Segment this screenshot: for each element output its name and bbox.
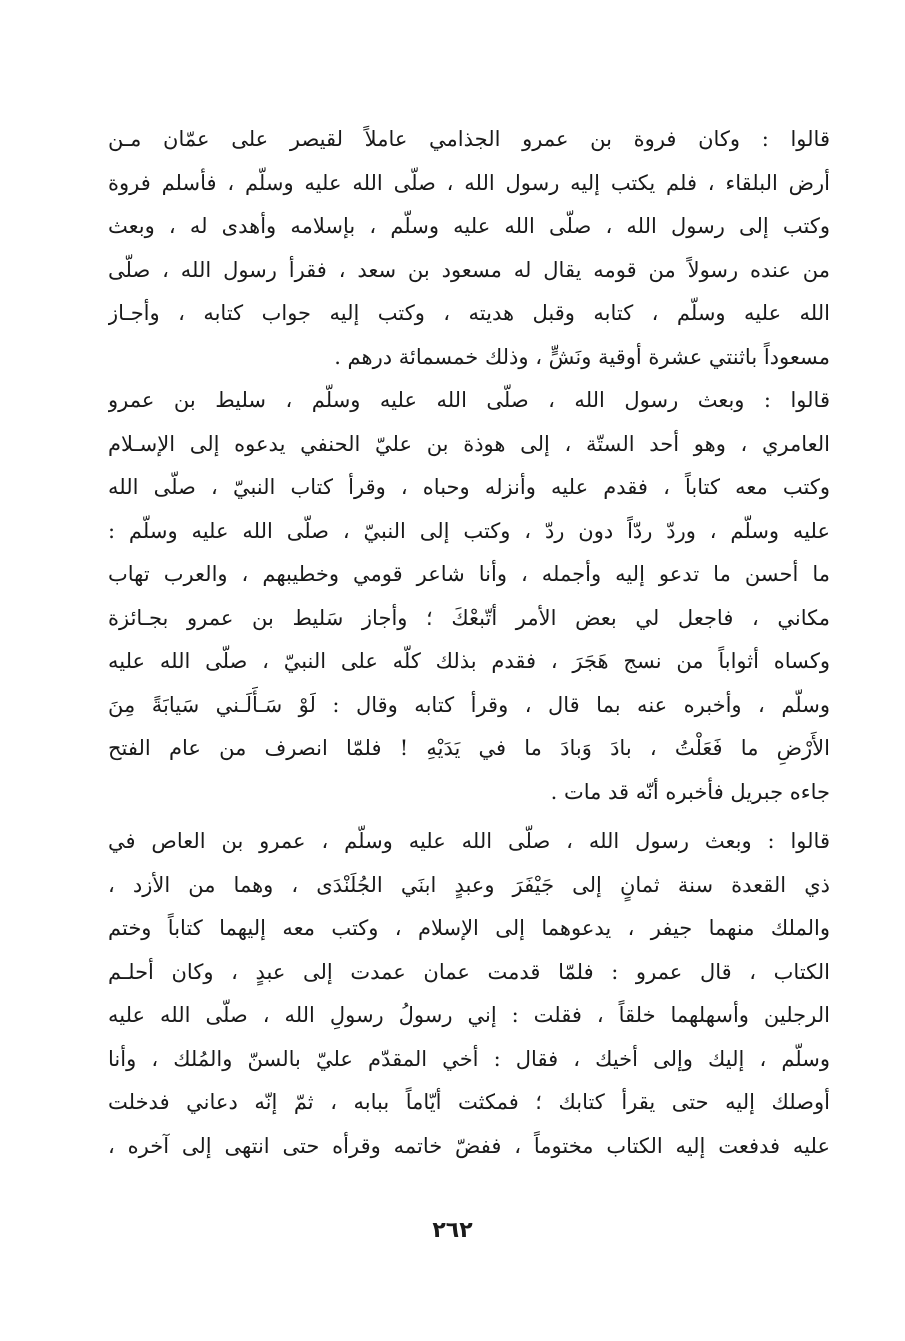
text-line: والملك منهما جيفر ، يدعوهما إلى الإسلام ، وكتب معه إليهما كتاباً وختم [108, 916, 830, 940]
paragraph-1 [108, 118, 830, 379]
text-line: الله عليه وسلّم ، كتابه وقبل هديته ، وكتب إليه جواب كتابه ، وأجـاز [108, 301, 830, 325]
text-line: وكتب معه كتاباً ، فقدم عليه وأنزله وحباه ، وقرأ كتاب النبيّ ، صلّى الله [108, 475, 830, 499]
text-line: وسلّم ، إليك وإلى أخيك ، فقال : أخي المقدّم عليّ بالسنّ والمُلك ، وأنا [108, 1046, 830, 1071]
text-line: قالوا : وكان فروة بن عمرو الجذامي عاملاً لقيصر على عمّان مـن [108, 127, 830, 151]
text-line: العامري ، وهو أحد الستّة ، إلى هوذة بن عليّ الحنفي يدعوه إلى الإسـلام [108, 431, 830, 456]
text-line: أوصلك إليه حتى يقرأ كتابك ؛ فمكثت أيّاماً ببابه ، ثمّ إنّه دعاني فدخلت [108, 1090, 830, 1114]
text-line: قالوا : وبعث رسول الله ، صلّى الله عليه وسلّم ، سليط بن عمرو [108, 388, 830, 412]
page-number: ٢٦٢ [432, 1218, 473, 1243]
text-line: قالوا : وبعث رسول الله ، صلّى الله عليه وسلّم ، عمرو بن العاص في [108, 829, 830, 853]
text-line: الأَرْضِ ما فَعَلْتُ ، بادَ وَبادَ ما في يَدَيْهِ ! فلمّا انصرف من عام الفتح [108, 736, 830, 760]
text-line: مكاني ، فاجعل لي بعض الأمر أتّبعْكَ ؛ وأجاز سَليط بن عمرو بجـائزة [108, 605, 830, 630]
text-line: الكتاب ، قال عمرو : فلمّا قدمت عمان عمدت إلى عبدٍ ، وكان أحلـم [108, 959, 830, 984]
text-line: الرجلين وأسهلهما خلقاً ، فقلت : إني رسولُ رسولِ الله ، صلّى الله عليه [108, 1003, 830, 1027]
text-line: مسعوداً باثنتي عشرة أوقية ونَشٍّ ، وذلك خمسمائة درهم . [334, 344, 830, 369]
paragraph-2 [108, 379, 830, 814]
text-line: ذي القعدة سنة ثمانٍ إلى جَيْفَرَ وعبدٍ ابنَي الجُلَنْدَى ، وهما من الأزد ، [108, 872, 830, 897]
text-line: وكتب إلى رسول الله ، صلّى الله عليه وسلّم ، بإسلامه وأهدى له ، وبعث [108, 214, 830, 238]
text-line: عليه فدفعت إليه الكتاب مختوماً ، ففضّ خاتمه وقرأه حتى انتهى إلى آخره ، [108, 1133, 830, 1158]
paragraph-3 [108, 820, 830, 1168]
text-line: وكساه أثواباً من نسج هَجَرَ ، فقدم بذلك كلّه على النبيّ ، صلّى الله عليه [108, 649, 830, 673]
text-line: ما أحسن ما تدعو إليه وأجمله ، وأنا شاعر قومي وخطيبهم ، والعرب تهاب [108, 562, 830, 586]
text-line: أرض البلقاء ، فلم يكتب إليه رسول الله ، صلّى الله عليه وسلّم ، فأسلم فروة [108, 170, 830, 195]
text-line: من عنده رسولاً من قومه يقال له مسعود بن سعد ، فقرأ رسول الله ، صلّى [108, 257, 830, 282]
text-line: وسلّم ، وأخبره عنه بما قال ، وقرأ كتابه وقال : لَوْ سَـأَلَـني سَيابَةً مِنَ [108, 692, 830, 717]
body-text [108, 118, 830, 1168]
text-line: جاءه جبريل فأخبره أنّه قد مات . [550, 779, 830, 804]
text-line: عليه وسلّم ، وردّ ردّاً دون ردّ ، وكتب إلى النبيّ ، صلّى الله عليه وسلّم : [108, 518, 830, 543]
